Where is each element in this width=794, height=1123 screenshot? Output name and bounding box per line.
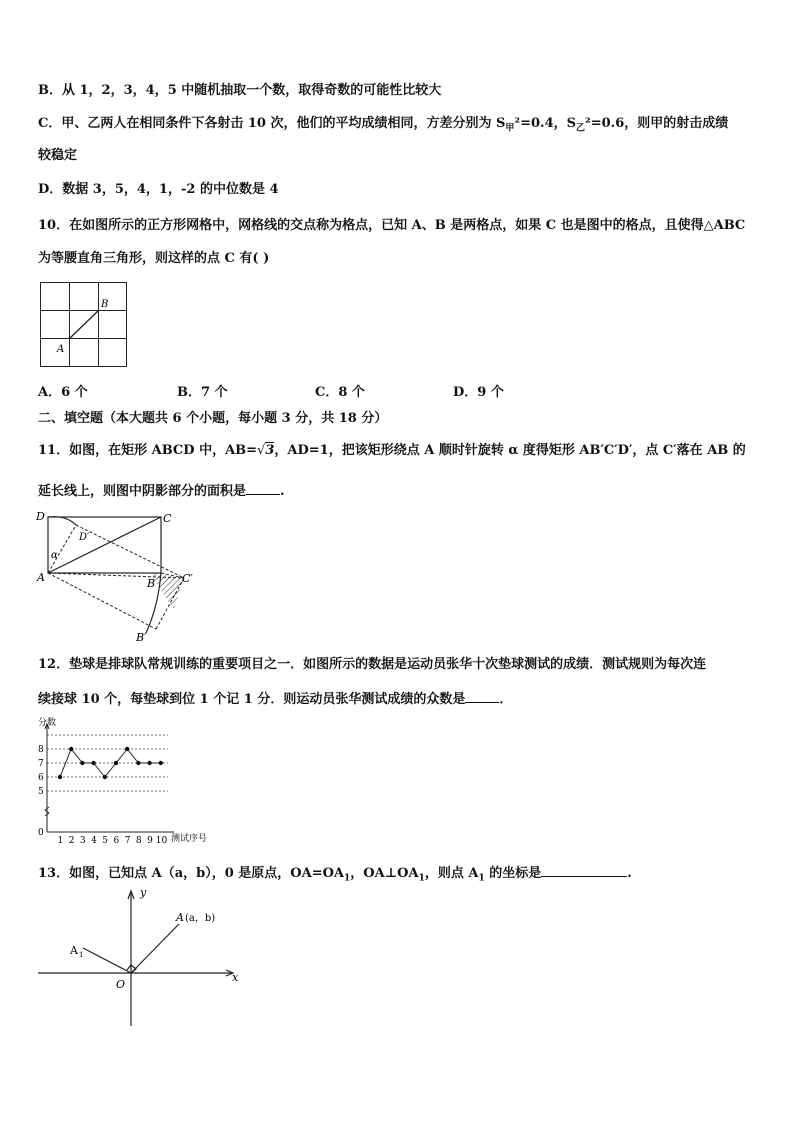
q13-label-a: A	[176, 911, 184, 924]
chart-y-tick-7: 7	[38, 759, 44, 769]
chart-axes	[45, 724, 174, 832]
chart-x-tick-7: 7	[124, 836, 131, 846]
chart-point-8	[136, 761, 140, 765]
chart-point-5	[103, 775, 107, 779]
q13-sub-2: 1	[418, 873, 425, 884]
chart-point-9	[147, 761, 151, 765]
q11-answer-blank[interactable]	[246, 480, 280, 495]
q10-option-d: D．9 个	[453, 385, 504, 400]
q11-text-a: 11．如图，在矩形 ABCD 中，AB=	[38, 443, 258, 458]
q11-label-a: A	[37, 571, 45, 584]
q11-label-d: D	[36, 510, 45, 523]
chart-x-tick-4: 4	[91, 836, 97, 846]
q12-text-end: ．	[499, 692, 513, 707]
chart-point-10	[159, 761, 163, 765]
chart-x-axis-label: 测试序号	[171, 834, 208, 844]
q13-label-y: y	[140, 886, 147, 899]
q12-score-line-chart	[34, 714, 224, 850]
q10-stem-line1: 10．在如图所示的正方形网格中，网格线的交点称为格点，已知 A、B 是两格点，如果 C 也是图中的格点，且使得△ABC	[38, 218, 746, 233]
chart-axis-break	[45, 807, 49, 816]
q10-grid-figure	[38, 280, 130, 370]
q10-label-b: B	[101, 299, 109, 310]
chart-x-tick-2: 2	[68, 836, 75, 846]
q13-label-a-coord: (a，b)	[185, 913, 216, 924]
q12-stem-line2	[38, 688, 512, 709]
chart-x-tick-8: 8	[135, 836, 142, 846]
q9-option-c	[38, 115, 728, 138]
q9-sub-jia: 甲	[505, 123, 515, 134]
q10-label-a: A	[57, 344, 65, 355]
q11-label-b-prime: B′	[136, 631, 147, 644]
chart-x-tick-10: 10	[155, 836, 168, 846]
chart-x-tick-labels	[58, 836, 168, 846]
q9-option-c-mid: ²=0.4，S	[514, 116, 577, 131]
q12-stem-line1: 12．垫球是排球队常规训练的重要项目之一．如图所示的数据是运动员张华十次垫球测试的成绩．测试规则为每次连	[38, 657, 707, 672]
q13-sub-3: 1	[478, 873, 485, 884]
q11-label-c: C	[163, 512, 172, 525]
chart-y-tick-6: 6	[38, 773, 44, 783]
chart-point-6	[114, 761, 118, 765]
q13-text-b: ，OA⊥OA	[350, 866, 419, 881]
chart-x-tick-3: 3	[79, 836, 86, 846]
q13-text-c: ，则点 A	[424, 866, 479, 881]
q13-label-o: O	[116, 978, 126, 991]
q13-label-a1: A	[70, 944, 78, 957]
q11-label-d-prime: D′	[79, 532, 90, 543]
q11-text-c: 延长线上，则图中阴影部分的面积是	[38, 484, 247, 499]
q11-text-b: ，AD=1，把该矩形绕点 A 顺时针旋转 α 度得矩形 AB′C′D′，点 C′落在 AB 的	[274, 443, 746, 458]
q9-option-c-line2: 较稳定	[38, 148, 78, 163]
q11-sqrt-value: 3	[265, 443, 275, 458]
chart-x-tick-1: 1	[57, 836, 64, 846]
q11-stem-line1	[38, 442, 746, 460]
chart-y-tick-5: 5	[38, 787, 44, 797]
q13-text-end: .	[627, 866, 632, 881]
chart-x-tick-9: 9	[147, 836, 153, 846]
chart-x-tick-6: 6	[113, 836, 120, 846]
chart-y-tick-labels	[38, 745, 44, 838]
q9-sub-yi: 乙	[576, 123, 586, 134]
chart-point-1	[58, 775, 62, 779]
q11-text-end: .	[280, 484, 285, 499]
q13-text-a: 13．如图，已知点 A（a，b），0 是原点，OA=OA	[38, 866, 345, 881]
q11-label-alpha: α	[51, 550, 58, 561]
q9-option-d: D．数据 3，5，4，1，-2 的中位数是 4	[38, 182, 279, 197]
q13-sub-1: 1	[344, 873, 351, 884]
q13-label-a1-sub: 1	[79, 951, 84, 959]
q10-stem-line2: 为等腰直角三角形，则这样的点 C 有( )	[38, 251, 270, 266]
q10-option-a: A．6 个	[38, 385, 88, 400]
q9-option-c-end: ²=0.6，则甲的射击成绩	[585, 116, 729, 131]
q11-stem-line2	[38, 480, 285, 501]
chart-point-3	[80, 761, 84, 765]
sqrt-icon: √	[257, 443, 266, 458]
chart-y-tick-8: 8	[38, 745, 44, 755]
q13-coordinate-figure	[36, 884, 246, 1030]
chart-point-2	[69, 747, 73, 751]
q10-option-c: C．8 个	[315, 385, 365, 400]
q11-label-b: B	[147, 577, 156, 590]
chart-x-tick-5: 5	[102, 836, 109, 846]
q10-option-b: B．7 个	[177, 385, 228, 400]
q11-label-c-prime: C′	[182, 572, 193, 585]
q13-label-x: x	[232, 971, 239, 984]
chart-y-tick-0: 0	[38, 828, 44, 838]
q9-option-c-text: C．甲、乙两人在相同条件下各射击 10 次，他们的平均成绩相同，方差分别为 S	[38, 116, 506, 131]
chart-y-axis-label: 分数	[38, 718, 57, 728]
q13-answer-blank[interactable]	[541, 862, 627, 877]
q9-option-b: B．从 1，2，3，4，5 中随机抽取一个数，取得奇数的可能性比较大	[38, 83, 442, 98]
chart-point-4	[91, 761, 95, 765]
q12-text: 续接球 10 个，每垫球到位 1 个记 1 分．则运动员张华测试成绩的众数是	[38, 692, 466, 707]
q12-answer-blank[interactable]	[465, 688, 499, 703]
q11-rectangle-figure	[36, 507, 206, 647]
q13-text-d: 的坐标是	[484, 866, 542, 881]
chart-point-7	[125, 747, 129, 751]
section-2-heading: 二、填空题（本大题共 6 个小题，每小题 3 分，共 18 分）	[38, 411, 388, 426]
